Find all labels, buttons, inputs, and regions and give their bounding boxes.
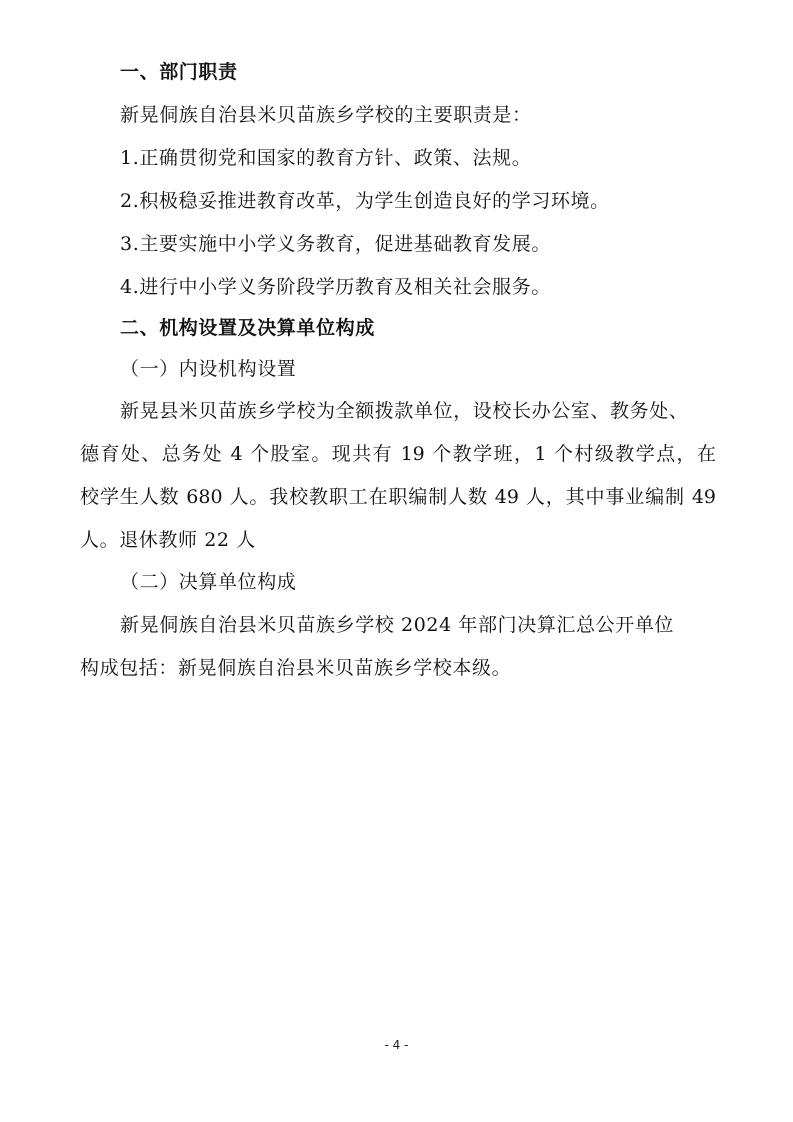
section-1-intro: 新晃侗族自治县米贝苗族乡学校的主要职责是： bbox=[120, 104, 532, 126]
subsection-2-line-1: 新晃侗族自治县米贝苗族乡学校 2024 年部门决算汇总公开单位 bbox=[120, 614, 675, 636]
subsection-2-line-2: 构成包括：新晃侗族自治县米贝苗族乡学校本级。 bbox=[80, 657, 512, 679]
subsection-1-line-2: 德育处、总务处 4 个股室。现共有 19 个教学班，1 个村级教学点，在 bbox=[80, 443, 716, 465]
section-2-heading: 二、机构设置及决算单位构成 bbox=[120, 317, 375, 339]
page-number: - 4 - bbox=[384, 1038, 409, 1052]
subsection-1-line-1: 新晃县米贝苗族乡学校为全额拨款单位，设校长办公室、教务处、 bbox=[120, 400, 689, 422]
duty-item-2: 2.积极稳妥推进教育改革，为学生创造良好的学习环境。 bbox=[120, 190, 610, 212]
subsection-2-title: （二）决算单位构成 bbox=[120, 571, 297, 593]
duty-item-1: 1.正确贯彻党和国家的教育方针、政策、法规。 bbox=[120, 147, 532, 169]
duty-item-4: 4.进行中小学义务阶段学历教育及相关社会服务。 bbox=[120, 276, 551, 298]
subsection-1-title: （一）内设机构设置 bbox=[120, 358, 297, 380]
duty-item-3: 3.主要实施中小学义务教育，促进基础教育发展。 bbox=[120, 233, 551, 255]
section-1-heading: 一、部门职责 bbox=[120, 61, 238, 83]
subsection-1-line-3: 校学生人数 680 人。我校教职工在职编制人数 49 人，其中事业编制 49 bbox=[80, 486, 716, 508]
subsection-1-line-4: 人。退休教师 22 人 bbox=[80, 529, 256, 551]
